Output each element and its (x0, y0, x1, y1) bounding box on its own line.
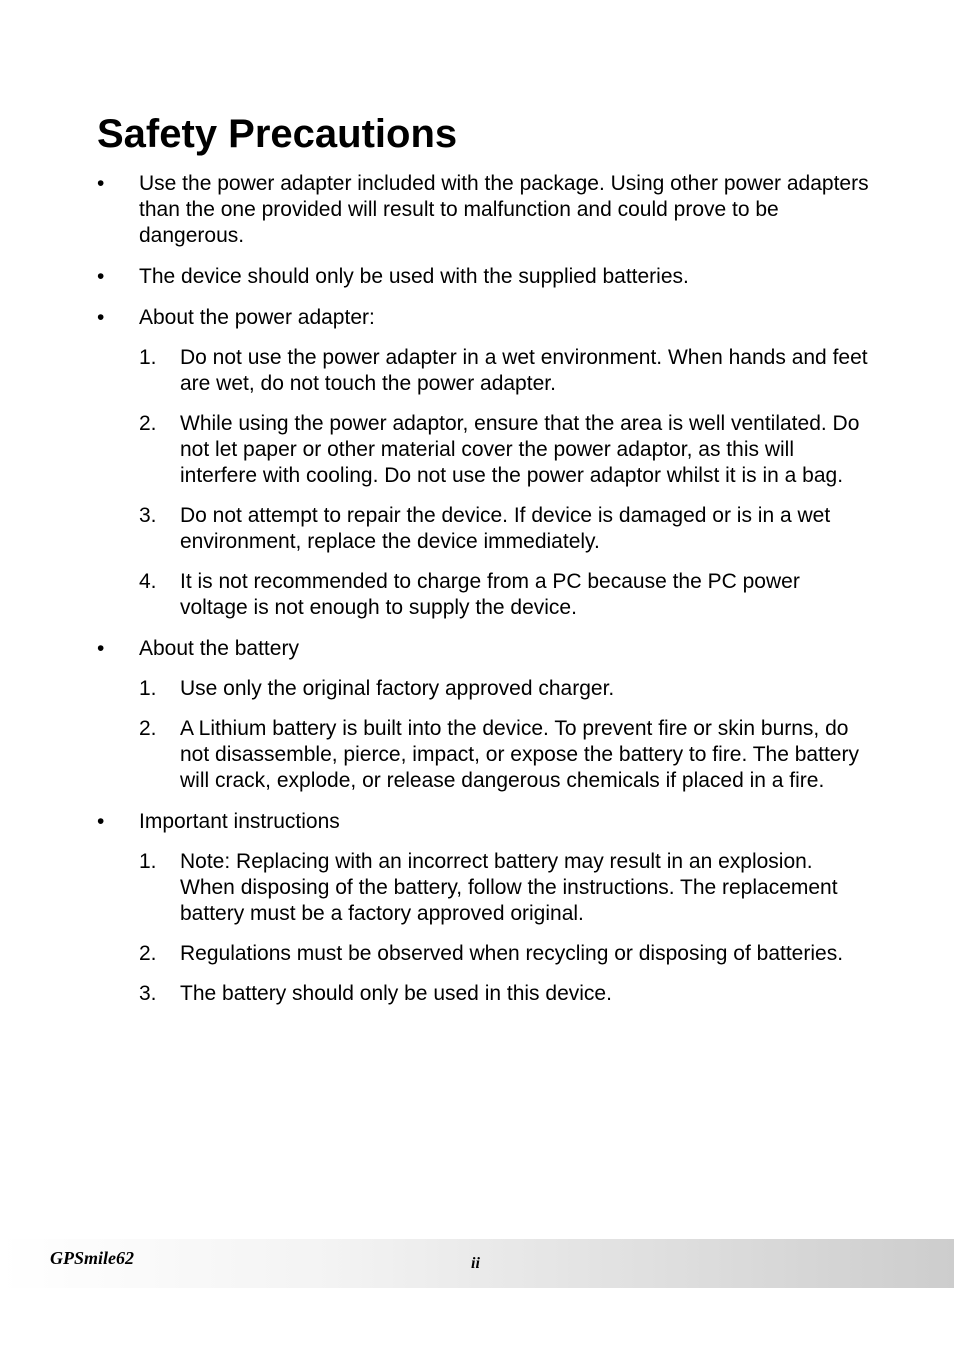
numbered-list (139, 676, 872, 794)
item-text: Use only the original factory approved charger. (180, 677, 615, 700)
page-number: ii (471, 1255, 480, 1272)
item-number: 3. (139, 504, 157, 527)
bullet-item (97, 809, 872, 1007)
bullet-text: Important instructions (139, 810, 340, 833)
numbered-list (139, 849, 872, 1007)
item-number: 2. (139, 717, 157, 740)
bullet-marker: • (97, 810, 105, 833)
bullet-text: About the battery (139, 637, 299, 660)
numbered-item (139, 676, 872, 702)
item-number: 2. (139, 942, 157, 965)
item-text: Do not attempt to repair the device. If device is damaged or is in a wet environment, replace the device immediately. (180, 504, 831, 553)
bullet-marker: • (97, 265, 105, 288)
item-text: It is not recommended to charge from a PC because the PC power voltage is not enough to supply the device. (180, 570, 800, 619)
item-text: Regulations must be observed when recycling or disposing of batteries. (180, 942, 844, 965)
numbered-item (139, 503, 872, 555)
bullet-item (97, 636, 872, 794)
bullet-marker: • (97, 306, 105, 329)
bullet-text: About the power adapter: (139, 306, 375, 329)
numbered-item (139, 569, 872, 621)
item-number: 2. (139, 412, 157, 435)
numbered-item (139, 981, 872, 1007)
item-text: While using the power adaptor, ensure that the area is well ventilated. Do not let paper or other material cover the power adaptor, as this will interfere with cooling. Do not use the power adaptor whilst it is in a bag. (180, 412, 860, 487)
item-number: 1. (139, 677, 157, 700)
item-number: 3. (139, 982, 157, 1005)
footer-brand: GPSmile62 (50, 1248, 134, 1268)
bullet-marker: • (97, 172, 105, 195)
numbered-item (139, 849, 872, 927)
item-number: 1. (139, 850, 157, 873)
bullet-marker: • (97, 637, 105, 660)
numbered-item (139, 345, 872, 397)
bullet-item (97, 264, 872, 290)
numbered-list (139, 345, 872, 621)
item-text: The battery should only be used in this device. (180, 982, 612, 1005)
numbered-item (139, 411, 872, 489)
bullet-text: Use the power adapter included with the package. Using other power adapters than the one provided will result to malfunction and could prove to be dangerous. (139, 172, 869, 247)
safety-list (97, 171, 872, 1022)
bullet-item (97, 305, 872, 621)
item-text: Note: Replacing with an incorrect battery may result in an explosion. When disposing of the battery, follow the instructions. The replacement battery must be a factory approved original. (180, 850, 838, 925)
item-text: A Lithium battery is built into the device. To prevent fire or skin burns, do not disassemble, pierce, impact, or expose the battery to fire. The battery will crack, explode, or release dangerous chemicals if placed in a fire. (180, 717, 859, 792)
item-text: Do not use the power adapter in a wet environment. When hands and feet are wet, do not touch the power adapter. (180, 346, 868, 395)
numbered-item (139, 716, 872, 794)
item-number: 1. (139, 346, 157, 369)
numbered-item (139, 941, 872, 967)
page-title: Safety Precautions (97, 112, 458, 156)
item-number: 4. (139, 570, 157, 593)
bullet-item (97, 171, 872, 249)
bullet-text: The device should only be used with the supplied batteries. (139, 265, 689, 288)
